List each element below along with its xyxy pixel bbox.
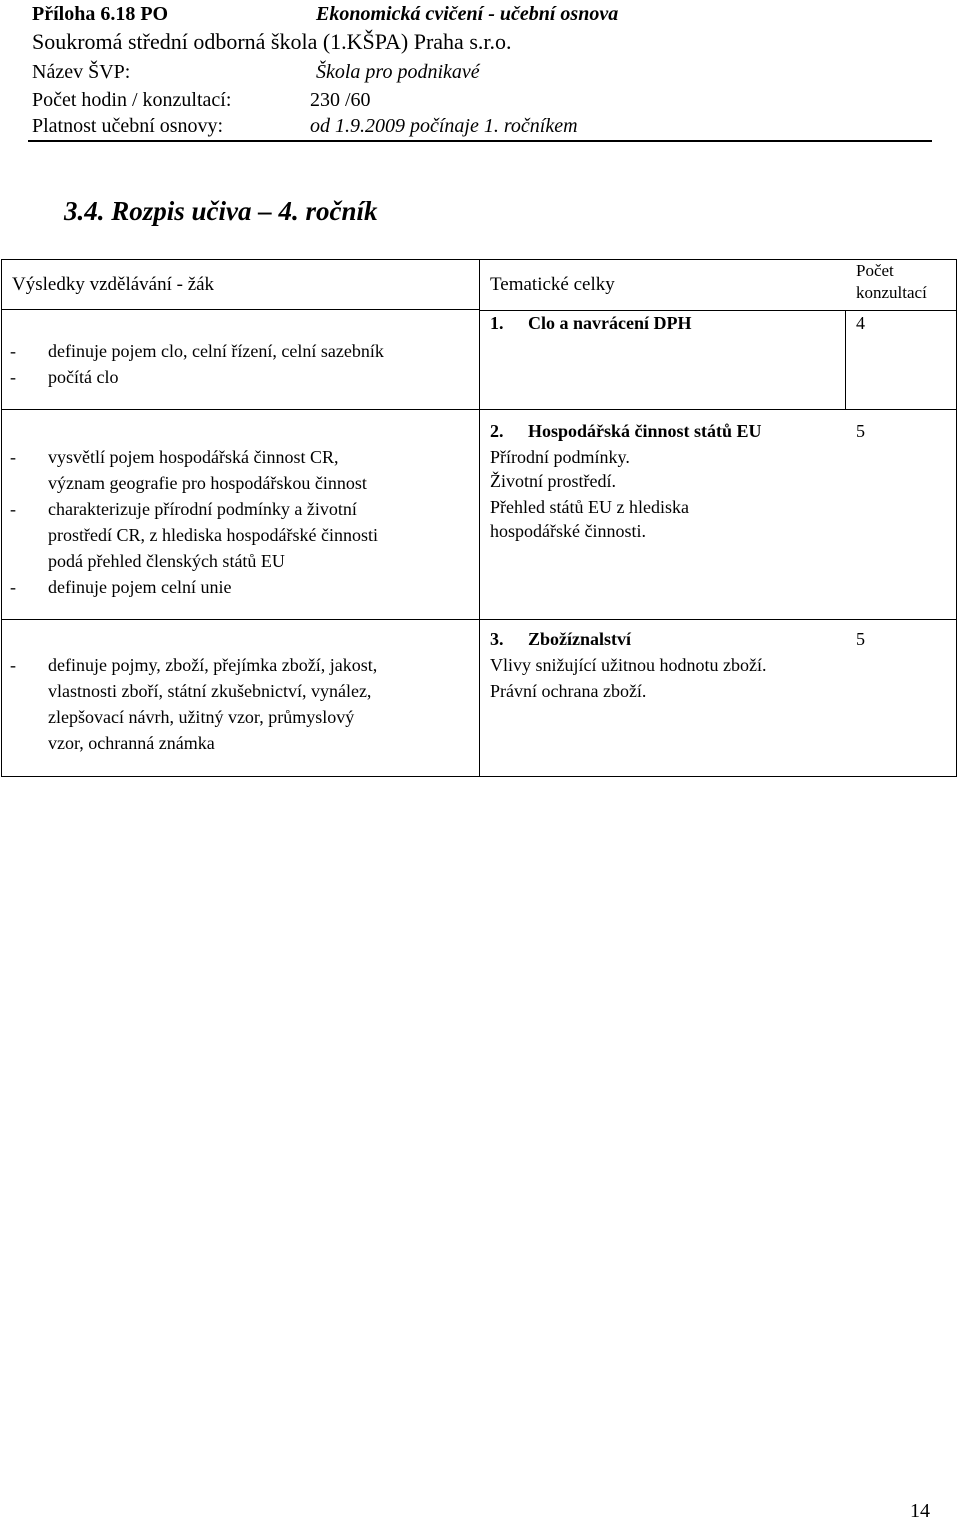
col-header-outcomes: Výsledky vzdělávání - žák: [12, 274, 215, 295]
column-divider-2a: [845, 311, 846, 409]
outcome-text: definuje pojem clo, celní řízení, celní sazebník: [48, 341, 384, 361]
header-line-1: [32, 2, 619, 26]
annex-label: Příloha 6.18 PO: [32, 3, 169, 25]
topic-detail: Vlivy snižující užitnou hodnotu zboží.: [490, 655, 767, 675]
header-line-hours: [32, 88, 371, 112]
topic-title: Zbožíznalství: [528, 629, 632, 649]
col-header-count-line2: konzultací: [856, 283, 927, 302]
topic-detail: hospodářské činnosti.: [490, 521, 646, 541]
svp-value: Škola pro podnikavé: [316, 61, 480, 83]
consultation-count: 4: [856, 313, 865, 333]
topic-number: 2.: [490, 421, 504, 441]
header-row-divider: [1, 309, 480, 310]
outcome-text: vysvětlí pojem hospodářská činnost CR,: [48, 447, 339, 467]
topic-number: 1.: [490, 313, 504, 333]
topic-number: 3.: [490, 629, 504, 649]
row-divider-2: [1, 619, 957, 620]
bullet-dash: -: [10, 447, 16, 467]
bullet-dash: -: [10, 367, 16, 387]
section-title: 3.4. Rozpis učiva – 4. ročník: [64, 196, 378, 226]
col-header-count-line1: Počet: [856, 261, 894, 280]
column-divider-1: [479, 259, 480, 777]
header-line-svp: [32, 60, 480, 84]
outcome-text: vzor, ochranná známka: [48, 733, 215, 753]
bullet-dash: -: [10, 499, 16, 519]
outcome-text: definuje pojmy, zboží, přejímka zboží, jakost,: [48, 655, 378, 675]
topic-detail: Životní prostředí.: [490, 471, 616, 491]
validity-value: od 1.9.2009 počínaje 1. ročníkem: [310, 115, 578, 137]
bullet-dash: -: [10, 655, 16, 675]
svp-label: Název ŠVP:: [32, 61, 131, 83]
outcome-text: podá přehled členských států EU: [48, 551, 285, 571]
topic-title: Clo a navrácení DPH: [528, 313, 692, 333]
row-divider-1: [1, 409, 957, 410]
outcome-text: význam geografie pro hospodářskou činnost: [48, 473, 367, 493]
topic-detail: Přírodní podmínky.: [490, 447, 630, 467]
school-name: Soukromá střední odborná škola (1.KŠPA) Praha s.r.o.: [32, 29, 512, 54]
col-header-topics: Tematické celky: [490, 274, 615, 295]
hours-label: Počet hodin / konzultací:: [32, 89, 232, 111]
header-line-validity: [32, 114, 578, 138]
bullet-dash: -: [10, 341, 16, 361]
topic-detail: Právní ochrana zboží.: [490, 681, 647, 701]
consultation-count: 5: [856, 421, 865, 441]
topic-title: Hospodářská činnost států EU: [528, 421, 762, 441]
page-number: 14: [910, 1500, 930, 1522]
col-header-count: [856, 260, 927, 304]
outcome-text: prostředí CR, z hlediska hospodářské činnosti: [48, 525, 378, 545]
consultation-count: 5: [856, 629, 865, 649]
subject-title: Ekonomická cvičení - učební osnova: [316, 3, 619, 25]
hours-value: 230 /60: [310, 89, 371, 111]
outcome-text: definuje pojem celní unie: [48, 577, 232, 597]
outcome-text: vlastnosti zboří, státní zkušebnictví, vynález,: [48, 681, 372, 701]
header-divider: [28, 140, 932, 142]
outcome-text: počítá clo: [48, 367, 119, 387]
bullet-dash: -: [10, 577, 16, 597]
outcome-text: zlepšovací návrh, užitný vzor, průmyslový: [48, 707, 355, 727]
topic-detail: Přehled států EU z hlediska: [490, 497, 689, 517]
outcome-text: charakterizuje přírodní podmínky a životní: [48, 499, 357, 519]
validity-label: Platnost učební osnovy:: [32, 115, 224, 137]
